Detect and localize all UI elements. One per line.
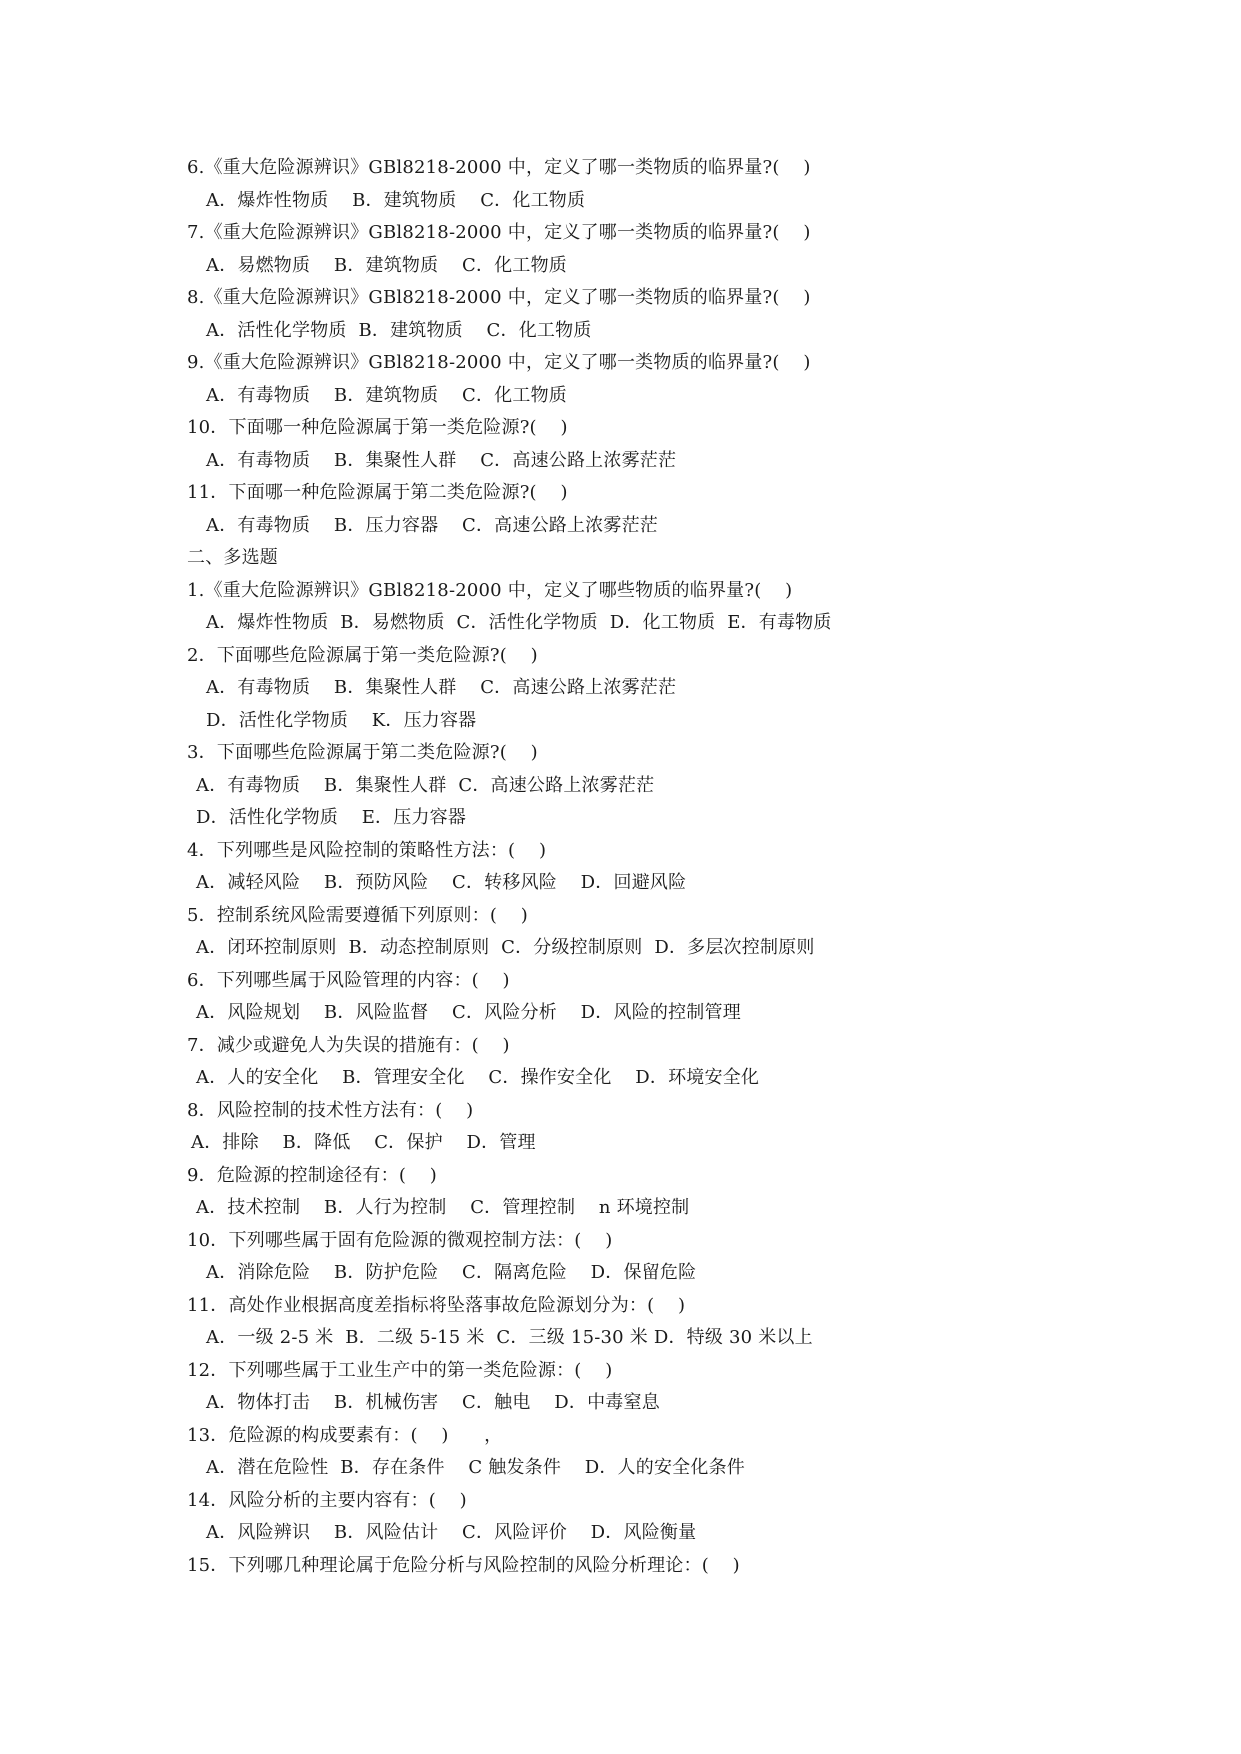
question-line: 1.《重大危险源辨识》GBl8218-2000 中，定义了哪些物质的临界量?( ) <box>187 579 793 601</box>
question-line: 11．高处作业根据高度差指标将坠落事故危险源划分为：( ) <box>187 1294 686 1316</box>
options-line: A．排除 B．降低 C．保护 D．管理 <box>191 1132 536 1153</box>
question-line: 4．下列哪些是风险控制的策略性方法：( ) <box>187 839 547 861</box>
options-line: A．技术控制 B．人行为控制 C．管理控制 n 环境控制 <box>196 1197 690 1218</box>
question-line: 3．下面哪些危险源属于第二类危险源?( ) <box>187 742 538 763</box>
options-line: A．有毒物质 B．压力容器 C．高速公路上浓雾茫茫 <box>206 514 658 536</box>
question-line: 10．下列哪些属于固有危险源的微观控制方法：( ) <box>187 1229 613 1251</box>
options-line: A．有毒物质 B．集聚性人群 C．高速公路上浓雾茫茫 <box>206 449 677 471</box>
question-line: 10．下面哪一种危险源属于第一类危险源?( ) <box>187 417 568 438</box>
options-line: A．消除危险 B．防护危险 C．隔离危险 D．保留危险 <box>206 1262 697 1283</box>
question-line: 15．下列哪几种理论属于危险分析与风险控制的风险分析理论：( ) <box>187 1554 740 1576</box>
options-line: A．爆炸性物质 B．建筑物质 C．化工物质 <box>206 189 586 211</box>
question-line: 8．风险控制的技术性方法有：( ) <box>187 1099 474 1121</box>
options-line: A．有毒物质 B．建筑物质 C．化工物质 <box>206 384 567 406</box>
question-line: 7．减少或避免人为失误的措施有：( ) <box>187 1034 510 1056</box>
question-line: 6．下列哪些属于风险管理的内容：( ) <box>187 969 510 991</box>
question-line: 5．控制系统风险需要遵循下列原则：( ) <box>187 904 528 926</box>
options-line: A．人的安全化 B．管理安全化 C．操作安全化 D．环境安全化 <box>196 1067 760 1088</box>
options-line: A．一级 2-5 米 B．二级 5-15 米 C．三级 15-30 米 D．特级 30 米以上 <box>206 1327 813 1348</box>
question-line: 2．下面哪些危险源属于第一类危险源?( ) <box>187 644 538 666</box>
options-line: A．闭环控制原则 B．动态控制原则 C．分级控制原则 D．多层次控制原则 <box>196 937 815 958</box>
question-line: 9.《重大危险源辨识》GBl8218-2000 中，定义了哪一类物质的临界量?( ) <box>187 352 811 373</box>
question-line: 7.《重大危险源辨识》GBl8218-2000 中，定义了哪一类物质的临界量?( ) <box>187 222 811 243</box>
options-line: A．风险规划 B．风险监督 C．风险分析 D．风险的控制管理 <box>196 1002 741 1023</box>
options-line: A．有毒物质 B．集聚性人群 C．高速公路上浓雾茫茫 <box>196 774 655 796</box>
question-line: 12．下列哪些属于工业生产中的第一类危险源：( ) <box>187 1359 613 1381</box>
question-line: 二、多选题 <box>187 547 278 568</box>
options-line: A．物体打击 B．机械伤害 C．触电 D．中毒窒息 <box>206 1392 660 1413</box>
options-line: A．活性化学物质 B．建筑物质 C．化工物质 <box>206 319 592 341</box>
options-line: A．减轻风险 B．预防风险 C．转移风险 D．回避风险 <box>196 872 687 893</box>
options-line: A．易燃物质 B．建筑物质 C．化工物质 <box>206 254 567 276</box>
question-line: 6.《重大危险源辨识》GBl8218-2000 中，定义了哪一类物质的临界量?( ) <box>187 157 811 178</box>
options-line: A．爆炸性物质 B．易燃物质 C．活性化学物质 D．化工物质 E．有毒物质 <box>206 612 832 633</box>
question-line: 9．危险源的控制途径有：( ) <box>187 1164 437 1186</box>
options-line: A．有毒物质 B．集聚性人群 C．高速公路上浓雾茫茫 <box>206 677 677 698</box>
question-line: 11．下面哪一种危险源属于第二类危险源?( ) <box>187 482 568 503</box>
options-line: D．活性化学物质 E．压力容器 <box>196 807 467 828</box>
options-line: D．活性化学物质 K．压力容器 <box>206 709 477 731</box>
question-line: 14．风险分析的主要内容有：( ) <box>187 1489 467 1511</box>
question-line: 13．危险源的构成要素有：( ) ， <box>187 1424 503 1446</box>
options-line: A．风险辨识 B．风险估计 C．风险评价 D．风险衡量 <box>206 1522 697 1543</box>
document-page <box>0 152 1241 1582</box>
options-line: A．潜在危险性 B．存在条件 C 触发条件 D．人的安全化条件 <box>206 1457 745 1478</box>
question-line: 8.《重大危险源辨识》GBl8218-2000 中，定义了哪一类物质的临界量?( ) <box>187 287 811 308</box>
